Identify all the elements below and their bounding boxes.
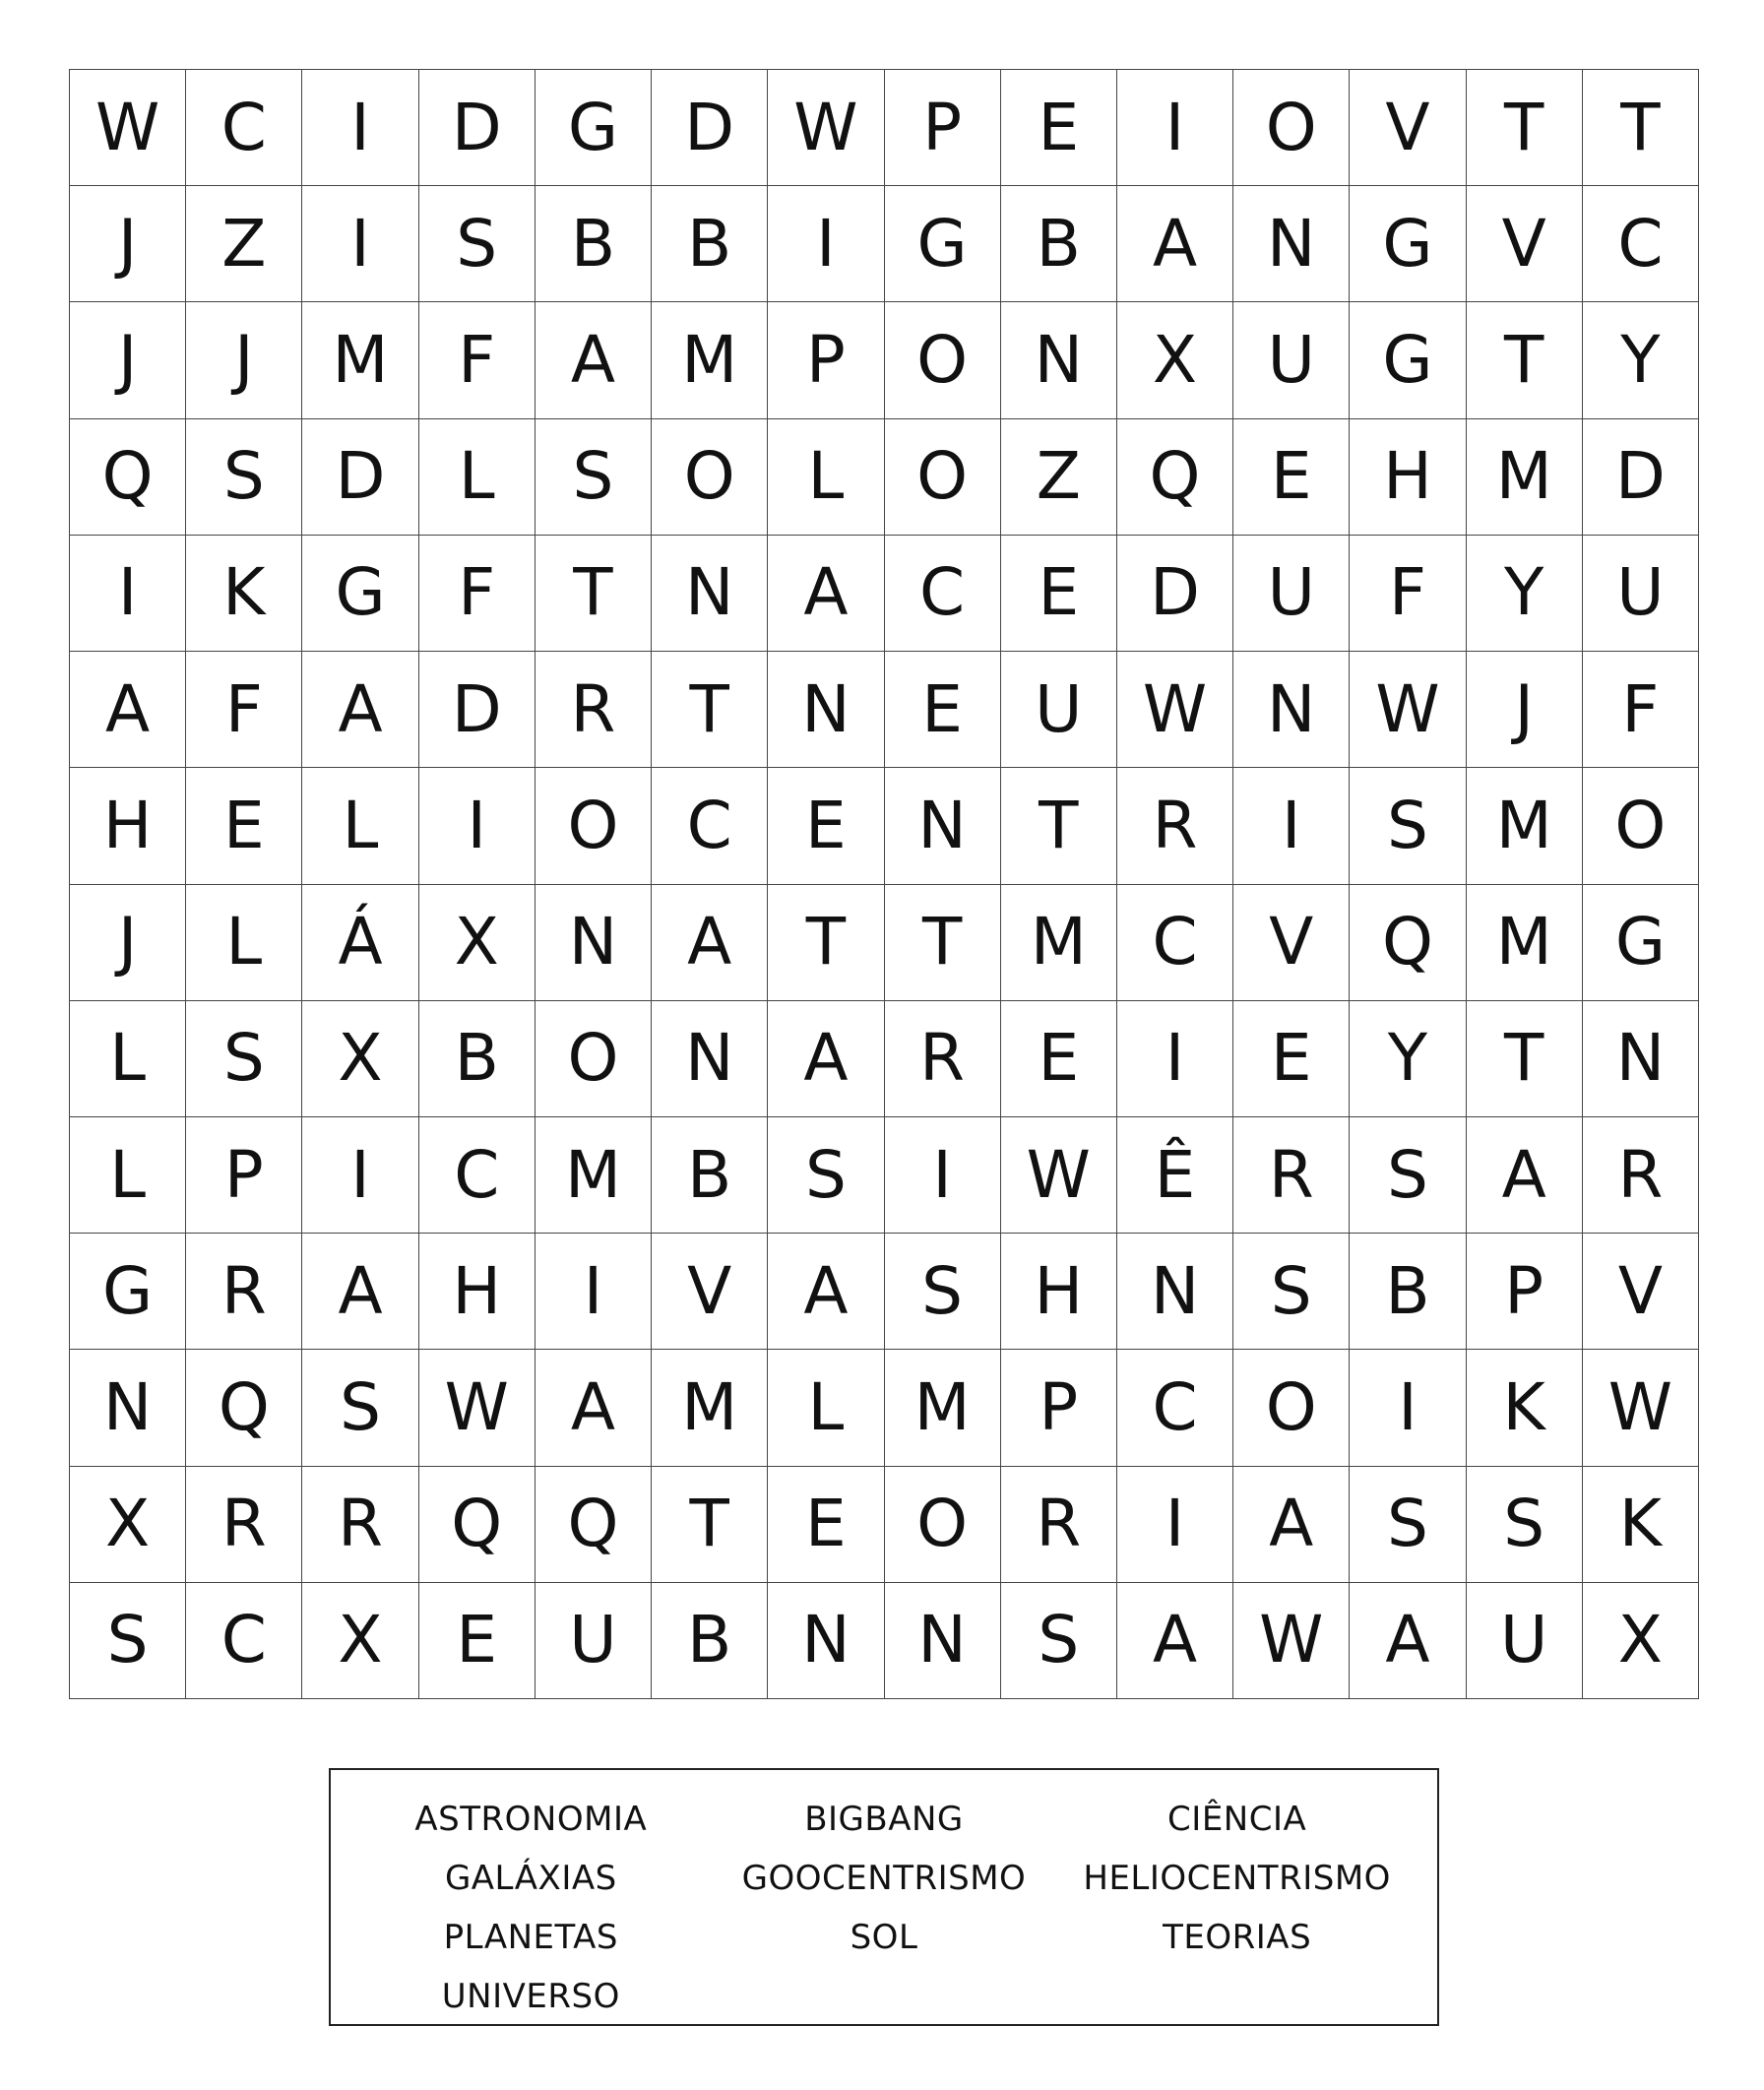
grid-cell[interactable]: Q [186,1350,302,1466]
grid-cell[interactable]: A [1117,186,1233,302]
grid-cell[interactable]: M [652,1350,768,1466]
grid-cell[interactable]: A [768,1234,884,1350]
grid-cell[interactable]: L [419,419,536,536]
grid-cell[interactable]: Q [70,419,186,536]
grid-cell[interactable]: M [1467,885,1583,1001]
grid-cell[interactable]: G [1350,186,1466,302]
grid-cell[interactable]: W [768,70,884,186]
grid-cell[interactable]: H [1001,1234,1117,1350]
word-list-item: TEORIAS [1163,1918,1312,1957]
grid-cell[interactable]: T [536,536,652,652]
grid-cell[interactable]: N [652,1001,768,1117]
grid-cell[interactable]: R [536,652,652,768]
grid-cell[interactable]: A [1467,1117,1583,1234]
grid-cell[interactable]: K [1467,1350,1583,1466]
grid-cell[interactable]: U [536,1583,652,1699]
word-list-item: ASTRONOMIA [414,1800,648,1839]
grid-cell[interactable]: M [652,302,768,418]
word-list-item: CIÊNCIA [1167,1800,1307,1839]
grid-cell[interactable]: G [302,536,418,652]
grid-cell[interactable]: B [652,1583,768,1699]
grid-cell[interactable]: M [536,1117,652,1234]
grid-cell[interactable]: B [1001,186,1117,302]
grid-cell[interactable]: G [1350,302,1466,418]
grid-cell[interactable]: W [1001,1117,1117,1234]
grid-cell[interactable]: Y [1467,536,1583,652]
grid-cell[interactable]: U [1001,652,1117,768]
grid-cell[interactable]: X [302,1001,418,1117]
grid-cell[interactable]: N [1233,186,1350,302]
grid-cell[interactable]: U [1467,1583,1583,1699]
grid-cell[interactable]: W [419,1350,536,1466]
grid-cell[interactable]: N [885,1583,1001,1699]
grid-cell[interactable]: E [768,768,884,884]
grid-cell[interactable]: O [1233,1350,1350,1466]
grid-cell[interactable]: S [1350,1117,1466,1234]
grid-cell[interactable]: Z [186,186,302,302]
grid-cell[interactable]: Z [1001,419,1117,536]
grid-cell[interactable]: V [1467,186,1583,302]
grid-cell[interactable]: F [186,652,302,768]
grid-cell[interactable]: D [652,70,768,186]
grid-cell[interactable]: F [419,302,536,418]
grid-cell[interactable]: T [885,885,1001,1001]
grid-cell[interactable]: A [536,302,652,418]
grid-cell[interactable]: L [70,1001,186,1117]
grid-cell[interactable]: R [1117,768,1233,884]
grid-cell[interactable]: C [419,1117,536,1234]
grid-cell[interactable]: R [1583,1117,1699,1234]
grid-cell[interactable]: B [652,1117,768,1234]
grid-cell[interactable]: I [302,186,418,302]
grid-cell[interactable]: I [302,70,418,186]
grid-cell[interactable]: S [1350,1467,1466,1583]
grid-cell[interactable]: T [652,652,768,768]
grid-cell[interactable]: M [885,1350,1001,1466]
grid-cell[interactable]: A [536,1350,652,1466]
grid-cell[interactable]: Y [1350,1001,1466,1117]
grid-cell[interactable]: G [1583,885,1699,1001]
grid-cell[interactable]: A [70,652,186,768]
grid-cell[interactable]: Q [1117,419,1233,536]
grid-cell[interactable]: N [1233,652,1350,768]
grid-cell[interactable]: O [1583,768,1699,884]
grid-cell[interactable]: X [70,1467,186,1583]
word-list-item: GOOCENTRISMO [741,1859,1027,1898]
grid-cell[interactable]: S [1350,768,1466,884]
grid-cell[interactable]: G [885,186,1001,302]
grid-cell[interactable]: U [1233,536,1350,652]
grid-cell[interactable]: J [70,302,186,418]
grid-cell[interactable]: D [302,419,418,536]
grid-cell[interactable]: J [70,186,186,302]
grid-cell[interactable]: F [419,536,536,652]
grid-cell[interactable]: K [1583,1467,1699,1583]
grid-cell[interactable]: W [1583,1350,1699,1466]
grid-cell[interactable]: B [652,186,768,302]
grid-cell[interactable]: R [885,1001,1001,1117]
grid-cell[interactable]: T [1467,302,1583,418]
word-search-grid [69,69,1699,1699]
grid-cell[interactable]: H [1350,419,1466,536]
grid-cell[interactable]: X [302,1583,418,1699]
grid-cell[interactable]: A [302,652,418,768]
grid-cell[interactable]: S [186,1001,302,1117]
grid-cell[interactable]: M [1467,419,1583,536]
grid-cell[interactable]: N [652,536,768,652]
grid-cell[interactable]: E [1001,536,1117,652]
grid-cell[interactable]: O [885,1467,1001,1583]
grid-cell[interactable]: E [885,652,1001,768]
grid-cell[interactable]: A [1233,1467,1350,1583]
grid-cell[interactable]: P [1001,1350,1117,1466]
grid-cell[interactable]: N [1001,302,1117,418]
grid-cell[interactable]: O [885,419,1001,536]
grid-cell[interactable]: L [768,1350,884,1466]
word-list-item: HELIOCENTRISMO [1083,1859,1391,1898]
grid-cell[interactable]: W [1350,652,1466,768]
word-list-item: PLANETAS [443,1918,619,1957]
grid-cell[interactable]: E [186,768,302,884]
grid-cell[interactable]: I [70,536,186,652]
grid-cell[interactable]: O [536,768,652,884]
grid-cell[interactable]: A [652,885,768,1001]
grid-cell[interactable]: M [1001,885,1117,1001]
grid-cell[interactable]: J [70,885,186,1001]
grid-cell[interactable]: E [768,1467,884,1583]
grid-cell[interactable]: S [186,419,302,536]
grid-cell[interactable]: N [1117,1234,1233,1350]
word-list-item: GALÁXIAS [444,1859,617,1898]
grid-cell[interactable]: O [885,302,1001,418]
word-list-item: UNIVERSO [441,1977,620,2016]
grid-cell[interactable]: D [1117,536,1233,652]
grid-cell[interactable]: P [768,302,884,418]
grid-cell[interactable]: A [1117,1583,1233,1699]
grid-cell[interactable]: C [186,1583,302,1699]
grid-cell[interactable]: O [1233,70,1350,186]
grid-cell[interactable]: L [70,1117,186,1234]
grid-cell[interactable]: O [536,1001,652,1117]
grid-cell[interactable]: H [70,768,186,884]
grid-cell[interactable]: B [536,186,652,302]
grid-cell[interactable]: W [70,70,186,186]
grid-cell[interactable]: A [768,536,884,652]
grid-cell[interactable]: W [1233,1583,1350,1699]
grid-cell[interactable]: A [1350,1583,1466,1699]
grid-cell[interactable]: P [1467,1234,1583,1350]
grid-cell[interactable]: I [302,1117,418,1234]
grid-cell[interactable]: J [186,302,302,418]
grid-cell[interactable]: W [1117,652,1233,768]
grid-cell[interactable]: D [419,652,536,768]
grid-cell[interactable]: I [419,768,536,884]
grid-cell[interactable]: R [186,1234,302,1350]
grid-cell[interactable]: D [1583,419,1699,536]
grid-cell[interactable]: R [302,1467,418,1583]
grid-cell[interactable]: C [1583,186,1699,302]
grid-cell[interactable]: S [419,186,536,302]
grid-cell[interactable]: C [1117,885,1233,1001]
word-list-item: BIGBANG [804,1800,964,1839]
grid-cell[interactable]: O [652,419,768,536]
grid-cell[interactable]: U [1233,302,1350,418]
grid-cell[interactable]: T [1467,70,1583,186]
grid-cell[interactable]: Ê [1117,1117,1233,1234]
grid-cell[interactable]: I [1233,768,1350,884]
grid-cell[interactable]: T [768,885,884,1001]
grid-cell[interactable]: N [768,652,884,768]
grid-cell[interactable]: Á [302,885,418,1001]
grid-cell[interactable]: D [419,70,536,186]
grid-cell[interactable]: I [1350,1350,1466,1466]
grid-cell[interactable]: I [885,1117,1001,1234]
grid-cell[interactable]: X [419,885,536,1001]
grid-cell[interactable]: V [1233,885,1350,1001]
grid-cell[interactable]: C [186,70,302,186]
grid-cell[interactable]: X [1117,302,1233,418]
grid-cell[interactable]: S [302,1350,418,1466]
grid-cell[interactable]: S [768,1117,884,1234]
grid-cell[interactable]: C [885,536,1001,652]
grid-cell[interactable]: G [536,70,652,186]
grid-cell[interactable]: L [186,885,302,1001]
grid-cell[interactable]: E [1001,70,1117,186]
grid-cell[interactable]: N [70,1350,186,1466]
grid-cell[interactable]: T [1001,768,1117,884]
grid-cell[interactable]: E [1233,1001,1350,1117]
grid-cell[interactable]: L [768,419,884,536]
grid-cell[interactable]: A [302,1234,418,1350]
grid-cell[interactable]: Q [536,1467,652,1583]
grid-cell[interactable]: S [536,419,652,536]
grid-cell[interactable]: E [1233,419,1350,536]
grid-cell[interactable]: S [885,1234,1001,1350]
grid-cell[interactable]: X [1583,1583,1699,1699]
grid-cell[interactable]: I [1117,1467,1233,1583]
grid-cell[interactable]: M [302,302,418,418]
grid-cell[interactable]: P [885,70,1001,186]
word-list-item: SOL [850,1918,918,1957]
grid-cell[interactable]: B [1350,1234,1466,1350]
grid-cell[interactable]: Y [1583,302,1699,418]
grid-cell[interactable]: E [1001,1001,1117,1117]
grid-cell[interactable]: F [1583,652,1699,768]
grid-cell[interactable]: R [186,1467,302,1583]
grid-cell[interactable]: U [1583,536,1699,652]
grid-cell[interactable]: T [1467,1001,1583,1117]
grid-cell[interactable]: B [419,1001,536,1117]
grid-cell[interactable]: J [1467,652,1583,768]
word-list [329,1768,1439,2026]
grid-cell[interactable]: M [1467,768,1583,884]
grid-cell[interactable]: Q [1350,885,1466,1001]
grid-cell[interactable]: I [768,186,884,302]
grid-cell[interactable]: I [1117,70,1233,186]
grid-cell[interactable]: I [536,1234,652,1350]
grid-cell[interactable]: L [302,768,418,884]
grid-cell[interactable]: V [652,1234,768,1350]
grid-cell[interactable]: V [1583,1234,1699,1350]
grid-cell[interactable]: P [186,1117,302,1234]
grid-cell[interactable]: Q [419,1467,536,1583]
grid-cell[interactable]: I [1117,1001,1233,1117]
grid-cell[interactable]: N [885,768,1001,884]
grid-cell[interactable]: S [1233,1234,1350,1350]
grid-cell[interactable]: R [1233,1117,1350,1234]
grid-cell[interactable]: H [419,1234,536,1350]
grid-cell[interactable]: S [1001,1583,1117,1699]
grid-cell[interactable]: T [652,1467,768,1583]
grid-cell[interactable]: K [186,536,302,652]
grid-cell[interactable]: T [1583,70,1699,186]
grid-cell[interactable]: C [1117,1350,1233,1466]
grid-cell[interactable]: A [768,1001,884,1117]
grid-cell[interactable]: R [1001,1467,1117,1583]
grid-cell[interactable]: E [419,1583,536,1699]
grid-cell[interactable]: N [536,885,652,1001]
grid-cell[interactable]: F [1350,536,1466,652]
grid-cell[interactable]: S [1467,1467,1583,1583]
grid-cell[interactable]: S [70,1583,186,1699]
grid-cell[interactable]: N [768,1583,884,1699]
grid-cell[interactable]: G [70,1234,186,1350]
grid-cell[interactable]: N [1583,1001,1699,1117]
grid-cell[interactable]: C [652,768,768,884]
grid-cell[interactable]: V [1350,70,1466,186]
